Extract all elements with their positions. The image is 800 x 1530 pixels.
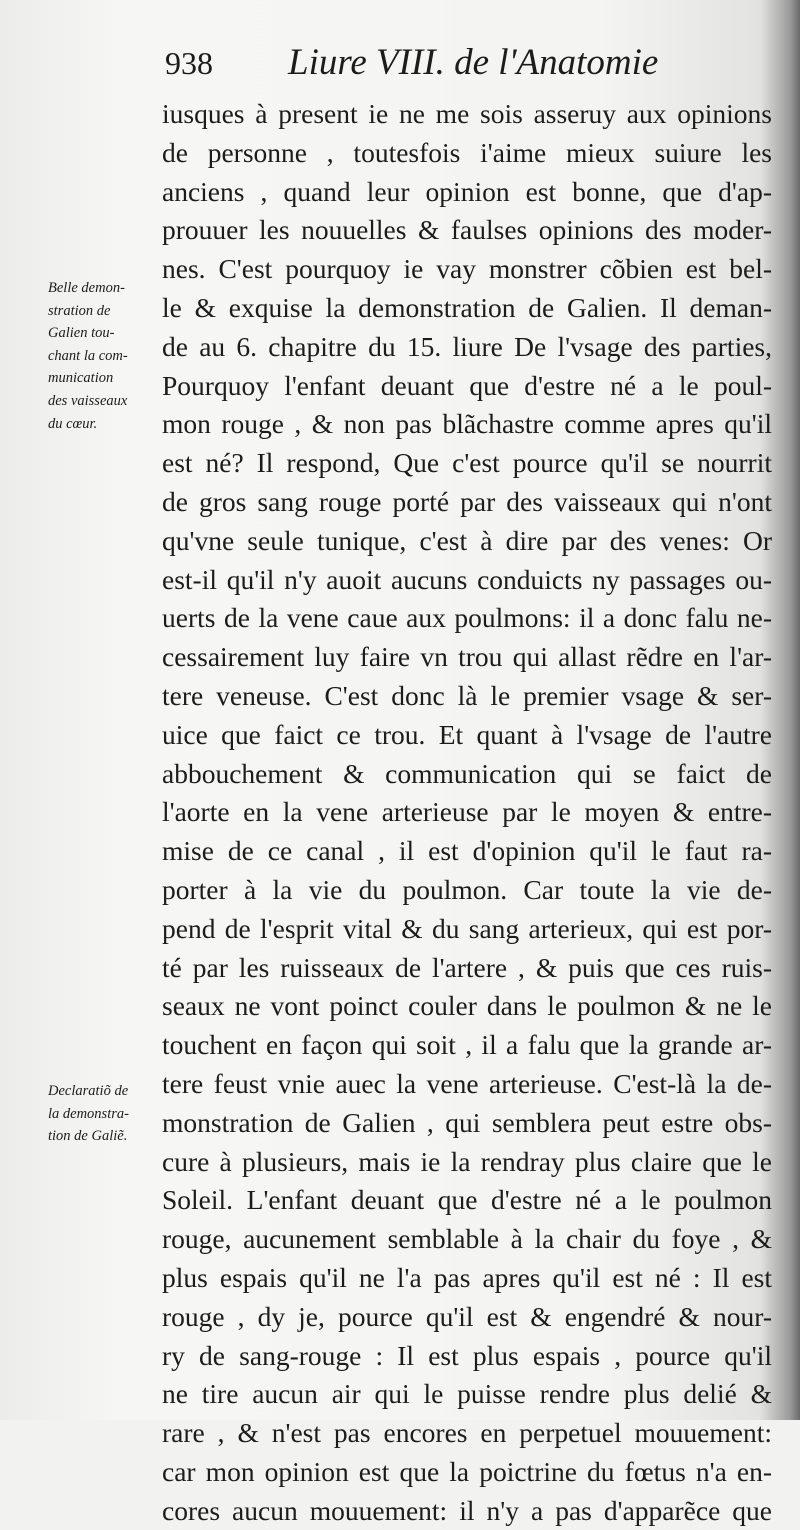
text-line: monstration de Galien , qui semblera peut estre obs- — [162, 1106, 772, 1138]
text-line: ne tire aucun air qui le puisse rendre plus delié & — [162, 1378, 772, 1410]
text-line: rouge , dy je, pource qu'il est & engendré & nour- — [162, 1300, 772, 1332]
text-line: de personne , toutesfois i'aime mieux suiure les — [162, 136, 772, 168]
text-line: abbouchement & communication qui se faict de — [162, 757, 772, 789]
margin-note-line: la demonstra- — [48, 1105, 129, 1122]
text-line: car mon opinion est que la poictrine du fœtus n'a en- — [162, 1455, 772, 1487]
text-line: touchent en façon qui soit , il a falu que la grande ar- — [162, 1029, 772, 1061]
margin-note-line: du cœur. — [48, 415, 98, 432]
text-line: Pourquoy l'enfant deuant que d'estre né a le poul- — [162, 369, 772, 401]
margin-note-line: munication — [48, 370, 114, 387]
margin-note-declaration — [48, 1080, 170, 1148]
text-line: prouuer les nouuelles & faulses opinions des moder- — [162, 214, 772, 246]
text-line: rare , & n'est pas encores en perpetuel mouuement: — [162, 1417, 772, 1449]
text-line: cure à plusieurs, mais ie la rendray plus claire que le — [162, 1145, 772, 1177]
text-line: l'aorte en la vene arterieuse par le moyen & entre- — [162, 796, 772, 828]
running-header — [165, 38, 765, 88]
running-title: Liure VIII. de l'Anatomie — [288, 42, 659, 83]
text-line: est né? Il respond, Que c'est pource qu'il se nourrit — [162, 447, 772, 479]
text-line: est-il qu'il n'y auoit aucuns conduicts ny passages ou- — [162, 563, 772, 595]
text-line: porter à la vie du poulmon. Car toute la vie de- — [162, 873, 772, 905]
text-line: qu'vne seule tunique, c'est à dire par des venes: Or — [162, 524, 772, 556]
text-line: pend de l'esprit vital & du sang arterieux, qui est por- — [162, 912, 772, 944]
text-line: cores aucun mouuement: il n'y a pas d'apparẽce que — [162, 1494, 772, 1526]
text-line: té par les ruisseaux de l'artere , & puis que ces ruis- — [162, 951, 772, 983]
text-line: iusques à present ie ne me sois asseruy aux opinions — [162, 98, 772, 129]
margin-note-line: Belle demon- — [48, 280, 125, 296]
text-line: ry de sang-rouge : Il est plus espais , pource qu'il — [162, 1339, 772, 1371]
text-line: plus espais qu'il ne l'a pas apres qu'il est né : Il est — [162, 1261, 772, 1293]
text-line: uice que faict ce trou. Et quant à l'vsage de l'autre — [162, 718, 772, 750]
text-line: tere feust vnie auec la vene arterieuse. C'est-là la de- — [162, 1067, 772, 1099]
margin-note-line: des vaisseaux — [48, 392, 128, 409]
margin-note-line: tion de Galiẽ. — [48, 1128, 128, 1145]
text-line: Soleil. L'enfant deuant que d'estre né a le poulmon — [162, 1184, 772, 1216]
text-line: anciens , quand leur opinion est bonne, que d'ap- — [162, 175, 772, 207]
body-text — [162, 95, 772, 1530]
text-line: le & exquise la demonstration de Galien. Il deman- — [162, 291, 772, 323]
text-line: de au 6. chapitre du 15. liure De l'vsage des parties, — [162, 330, 772, 362]
margin-note-line: Galien tou- — [48, 325, 115, 342]
text-line: mise de ce canal , il est d'opinion qu'il le faut ra- — [162, 835, 772, 867]
text-line: mon rouge , & non pas blãchastre comme apres qu'il — [162, 408, 772, 440]
margin-note-line: stration de — [48, 302, 111, 319]
margin-note-line: chant la com- — [48, 347, 128, 364]
text-line: uerts de la vene caue aux poulmons: il a donc falu ne- — [162, 602, 772, 634]
text-line: tere veneuse. C'est donc là le premier vsage & ser- — [162, 679, 772, 711]
text-line: cessairement luy faire vn trou qui allast rẽdre en l'ar- — [162, 641, 772, 673]
text-line: rouge, aucunement semblable à la chair du foye , & — [162, 1223, 772, 1255]
page-number: 938 — [165, 45, 213, 81]
margin-note-demonstration — [48, 277, 170, 435]
text-line: seaux ne vont poinct couler dans le poulmon & ne le — [162, 990, 772, 1022]
text-line: nes. C'est pourquoy ie vay monstrer cõbien est bel- — [162, 253, 772, 285]
text-line: de gros sang rouge porté par des vaisseaux qui n'ont — [162, 485, 772, 517]
margin-note-line: Declaratiõ de — [48, 1083, 129, 1099]
